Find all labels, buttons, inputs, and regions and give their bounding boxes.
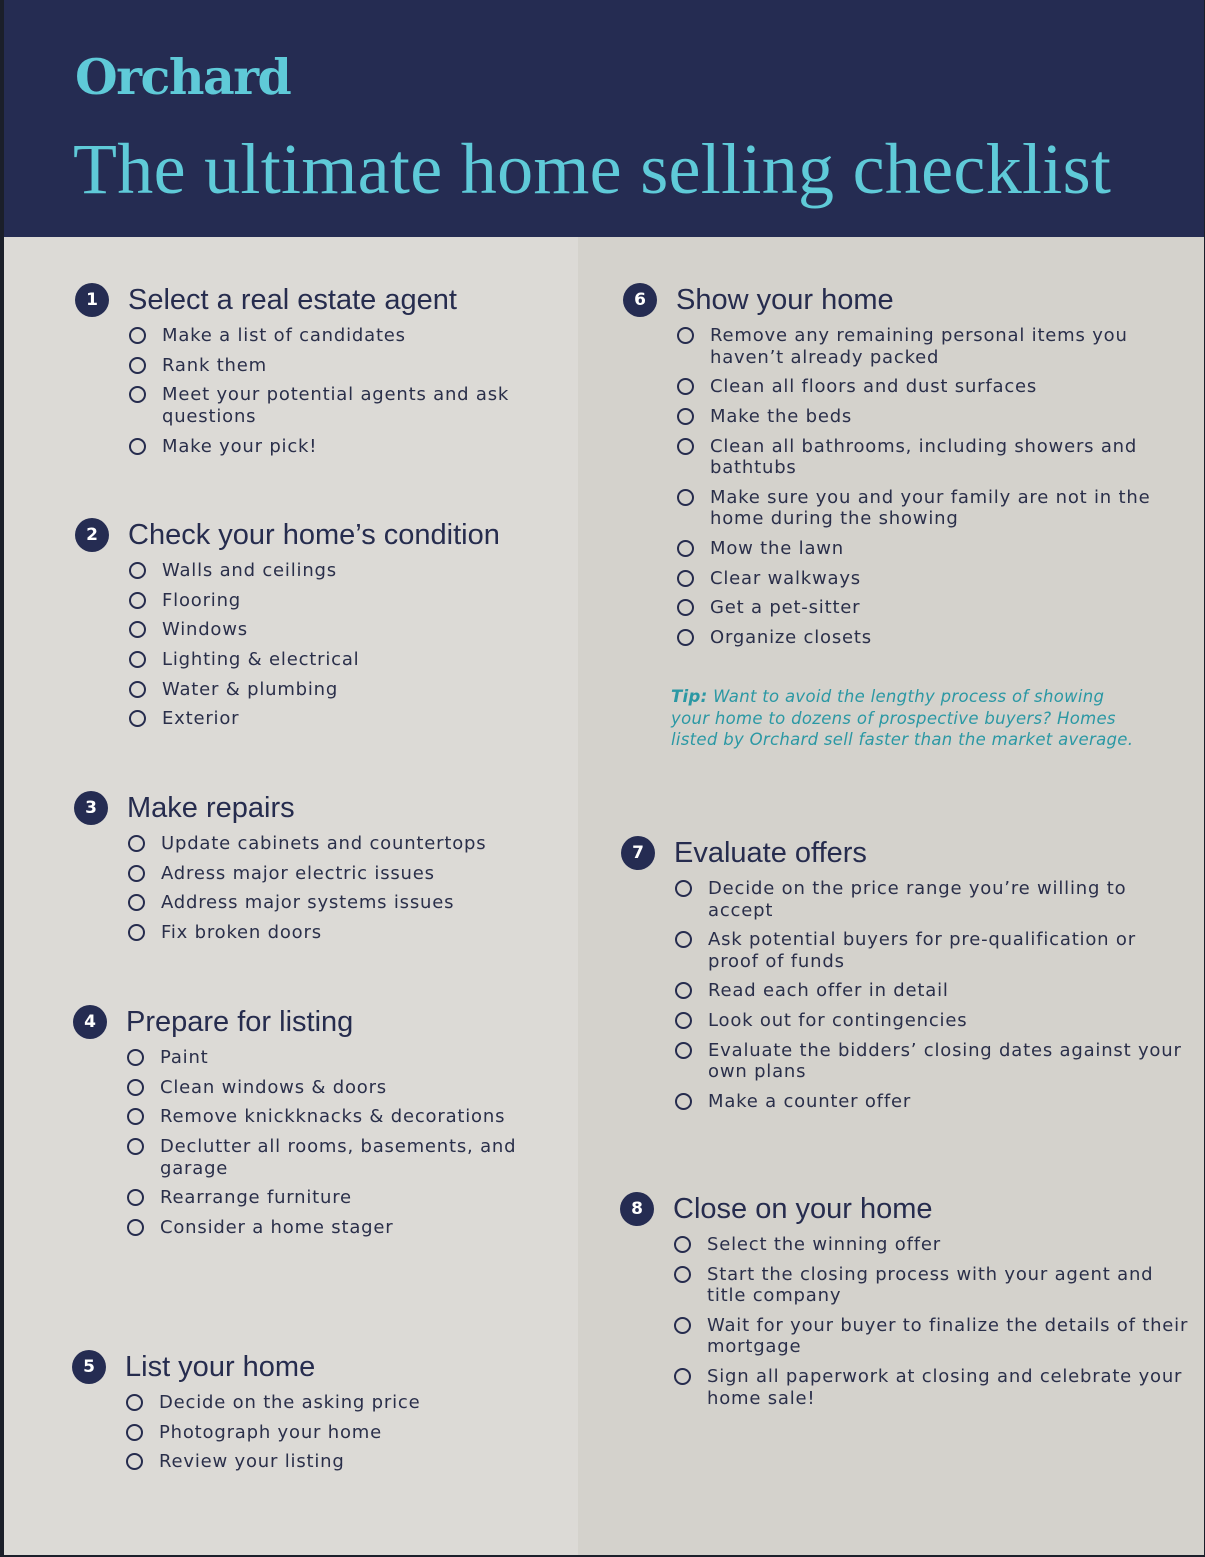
checklist-item [620, 1366, 1190, 1409]
checkbox-circle-icon[interactable] [129, 357, 146, 374]
checklist-item-label: Read each offer in detail [708, 980, 949, 1002]
checklist [74, 833, 574, 944]
step-number-badge: 2 [75, 518, 109, 552]
checkbox-circle-icon[interactable] [129, 592, 146, 609]
checkbox-circle-icon[interactable] [129, 710, 146, 727]
checklist-page [4, 0, 1204, 1555]
checkbox-circle-icon[interactable] [126, 1394, 143, 1411]
checkbox-circle-icon[interactable] [129, 386, 146, 403]
checklist-item-label: Clean all bathrooms, including showers and bathtubs [710, 435, 1138, 479]
checklist [75, 560, 575, 730]
checklist-item-label: Flooring [162, 589, 242, 611]
checkbox-circle-icon[interactable] [129, 621, 146, 638]
section-show-home [623, 280, 1193, 657]
checklist-item [623, 436, 1193, 479]
checklist-item-label: Decide on the price range you’re willing to accept [708, 878, 1127, 921]
checklist-item-label: Update cabinets and countertops [161, 833, 487, 854]
checklist-item [73, 1217, 573, 1239]
section-heading [74, 788, 574, 828]
checklist-item-label: Fix broken doors [161, 922, 322, 944]
section-heading [623, 280, 1193, 320]
checklist-item-label: Clear walkways [710, 567, 861, 589]
section-title: Select a real estate agent [128, 283, 457, 316]
checkbox-circle-icon[interactable] [677, 540, 694, 557]
section-title: Close on your home [673, 1192, 933, 1225]
checklist-item [623, 597, 1193, 619]
step-number-badge: 3 [74, 791, 108, 825]
checklist-item [73, 1187, 573, 1209]
section-prepare-listing [73, 1002, 573, 1247]
section-select-agent [75, 280, 575, 465]
checklist-item [73, 1077, 573, 1099]
checkbox-circle-icon[interactable] [674, 1236, 691, 1253]
checklist-item [72, 1451, 572, 1473]
checklist-item [75, 590, 575, 612]
checklist-item-label: Review your listing [159, 1451, 345, 1473]
checklist-item-label: Windows [162, 619, 248, 641]
checklist-item [621, 929, 1191, 972]
checklist-item-label: Select the winning offer [707, 1234, 941, 1255]
checkbox-circle-icon[interactable] [127, 1049, 144, 1066]
checklist-item-label: Decide on the asking price [159, 1392, 421, 1413]
checkbox-circle-icon[interactable] [674, 1368, 691, 1385]
checkbox-circle-icon[interactable] [677, 408, 694, 425]
checklist-item-label: Address major systems issues [161, 892, 455, 914]
checklist-item [623, 406, 1193, 428]
step-number-badge: 4 [73, 1005, 107, 1039]
checklist-item [621, 980, 1191, 1002]
header-banner [4, 0, 1204, 237]
checklist-item-label: Photograph your home [159, 1421, 382, 1443]
checkbox-circle-icon[interactable] [127, 1219, 144, 1236]
section-heading [73, 1002, 573, 1042]
checklist-item [74, 922, 574, 944]
checklist-item [75, 679, 575, 701]
checklist-item-label: Start the closing process with your agent and title company [707, 1263, 1154, 1307]
checklist-item-label: Remove any remaining personal items you haven’t already packed [710, 325, 1128, 368]
checkbox-circle-icon[interactable] [674, 1266, 691, 1283]
checklist-item-label: Make a list of candidates [162, 325, 406, 346]
checkbox-circle-icon[interactable] [129, 681, 146, 698]
checklist-item [621, 878, 1191, 921]
checklist-item [74, 863, 574, 885]
checklist-item [623, 627, 1193, 649]
checklist-item-label: Mow the lawn [710, 537, 845, 559]
section-title: Make repairs [127, 791, 295, 824]
brand-logo: Orchard [75, 48, 291, 106]
checkbox-circle-icon[interactable] [128, 894, 145, 911]
checkbox-circle-icon[interactable] [129, 651, 146, 668]
checklist-item-label: Sign all paperwork at closing and celebrate your home sale! [707, 1366, 1183, 1409]
checklist-item-label: Paint [160, 1047, 209, 1068]
checkbox-circle-icon[interactable] [677, 489, 694, 506]
checklist-item [621, 1010, 1191, 1032]
checkbox-circle-icon[interactable] [677, 438, 694, 455]
checkbox-circle-icon[interactable] [127, 1079, 144, 1096]
checklist-item-label: Make a counter offer [708, 1090, 912, 1112]
checklist-item [72, 1392, 572, 1414]
checkbox-circle-icon[interactable] [675, 1012, 692, 1029]
step-number-badge: 8 [620, 1192, 654, 1226]
checklist [621, 878, 1191, 1112]
checkbox-circle-icon[interactable] [129, 438, 146, 455]
checklist-item [73, 1047, 573, 1069]
checkbox-circle-icon[interactable] [129, 327, 146, 344]
checkbox-circle-icon[interactable] [128, 865, 145, 882]
section-title: Show your home [676, 283, 894, 316]
checklist-item-label: Wait for your buyer to finalize the details of their mortgage [707, 1314, 1189, 1358]
section-title: Evaluate offers [674, 836, 867, 869]
checklist-item-label: Organize closets [710, 627, 872, 648]
tip-label: Tip: [671, 687, 708, 706]
checklist [72, 1392, 572, 1473]
step-number-badge: 5 [72, 1350, 106, 1384]
checklist-item [621, 1040, 1191, 1083]
tip-callout [671, 686, 1141, 751]
checkbox-circle-icon[interactable] [677, 599, 694, 616]
checkbox-circle-icon[interactable] [675, 880, 692, 897]
checklist-item-label: Lighting & electrical [162, 649, 360, 671]
step-number-badge: 7 [621, 836, 655, 870]
checkbox-circle-icon[interactable] [675, 982, 692, 999]
checklist-item [75, 708, 575, 730]
checklist-item [73, 1106, 573, 1128]
checklist-item [620, 1315, 1190, 1358]
checkbox-circle-icon[interactable] [677, 378, 694, 395]
section-evaluate-offers [621, 833, 1191, 1121]
checkbox-circle-icon[interactable] [129, 562, 146, 579]
tip-text: Want to avoid the lengthy process of showing your home to dozens of prospective buyers? Homes listed by Orchard sell faster than the market average. [671, 687, 1134, 749]
checklist-item-label: Clean all floors and dust surfaces [710, 376, 1038, 398]
checkbox-circle-icon[interactable] [127, 1189, 144, 1206]
checklist-item [75, 619, 575, 641]
checklist-item-label: Meet your potential agents and ask questions [162, 384, 510, 427]
checklist-item-label: Make your pick! [162, 435, 318, 457]
checklist-item [623, 325, 1193, 368]
checklist-item [75, 325, 575, 347]
section-close-home [620, 1189, 1190, 1417]
checklist-item [74, 892, 574, 914]
checkbox-circle-icon[interactable] [128, 924, 145, 941]
checklist-item-label: Walls and ceilings [162, 560, 337, 581]
section-heading [621, 833, 1191, 873]
checkbox-circle-icon[interactable] [126, 1424, 143, 1441]
checklist [623, 325, 1193, 649]
checklist [620, 1234, 1190, 1409]
section-heading [75, 515, 575, 555]
checklist-item [620, 1264, 1190, 1307]
checklist-item [72, 1422, 572, 1444]
checkbox-circle-icon[interactable] [127, 1108, 144, 1125]
section-heading [72, 1347, 572, 1387]
checkbox-circle-icon[interactable] [127, 1138, 144, 1155]
checklist-item-label: Rank them [162, 354, 267, 376]
checkbox-circle-icon[interactable] [675, 1093, 692, 1110]
checklist-item-label: Clean windows & doors [160, 1076, 387, 1098]
checklist [75, 325, 575, 457]
checkbox-circle-icon[interactable] [674, 1317, 691, 1334]
checklist-item [75, 436, 575, 458]
checklist-item [74, 833, 574, 855]
checkbox-circle-icon[interactable] [675, 1042, 692, 1059]
checklist-item-label: Ask potential buyers for pre-qualification or proof of funds [708, 929, 1136, 972]
checklist-item-label: Look out for contingencies [708, 1010, 968, 1032]
checklist-item-label: Declutter all rooms, basements, and garage [160, 1136, 517, 1179]
section-title: List your home [125, 1350, 316, 1383]
checklist-item [620, 1234, 1190, 1256]
checkbox-circle-icon[interactable] [126, 1453, 143, 1470]
checklist-item-label: Rearrange furniture [160, 1187, 352, 1209]
section-home-condition [75, 515, 575, 738]
checklist-item-label: Adress major electric issues [161, 862, 435, 884]
checklist-item [75, 560, 575, 582]
section-title: Check your home’s condition [128, 518, 500, 551]
checklist-item [75, 355, 575, 377]
checklist-item-label: Exterior [162, 708, 240, 730]
checklist-item [75, 384, 575, 427]
step-number-badge: 1 [75, 283, 109, 317]
checklist-item [73, 1136, 573, 1179]
checklist-item-label: Make the beds [710, 405, 853, 427]
step-number-badge: 6 [623, 283, 657, 317]
section-make-repairs [74, 788, 574, 952]
checklist-item [623, 568, 1193, 590]
checkbox-circle-icon[interactable] [677, 327, 694, 344]
section-heading [620, 1189, 1190, 1229]
checklist-item-label: Remove knickknacks & decorations [160, 1106, 506, 1128]
checklist-item [623, 487, 1193, 530]
checkbox-circle-icon[interactable] [128, 835, 145, 852]
checklist-item [623, 538, 1193, 560]
checkbox-circle-icon[interactable] [675, 931, 692, 948]
checklist-item-label: Water & plumbing [162, 678, 339, 700]
checklist [73, 1047, 573, 1238]
section-heading [75, 280, 575, 320]
checklist-item [75, 649, 575, 671]
checklist-item-label: Make sure you and your family are not in the home during the showing [710, 486, 1151, 530]
page-title: The ultimate home selling checklist [73, 129, 1112, 209]
checkbox-circle-icon[interactable] [677, 629, 694, 646]
checklist-item [621, 1091, 1191, 1113]
checklist-item-label: Get a pet-sitter [710, 597, 861, 619]
section-list-home [72, 1347, 572, 1481]
checklist-item-label: Evaluate the bidders’ closing dates against your own plans [708, 1039, 1182, 1083]
section-title: Prepare for listing [126, 1005, 354, 1038]
checklist-item [623, 376, 1193, 398]
checklist-item-label: Consider a home stager [160, 1216, 394, 1238]
checkbox-circle-icon[interactable] [677, 570, 694, 587]
